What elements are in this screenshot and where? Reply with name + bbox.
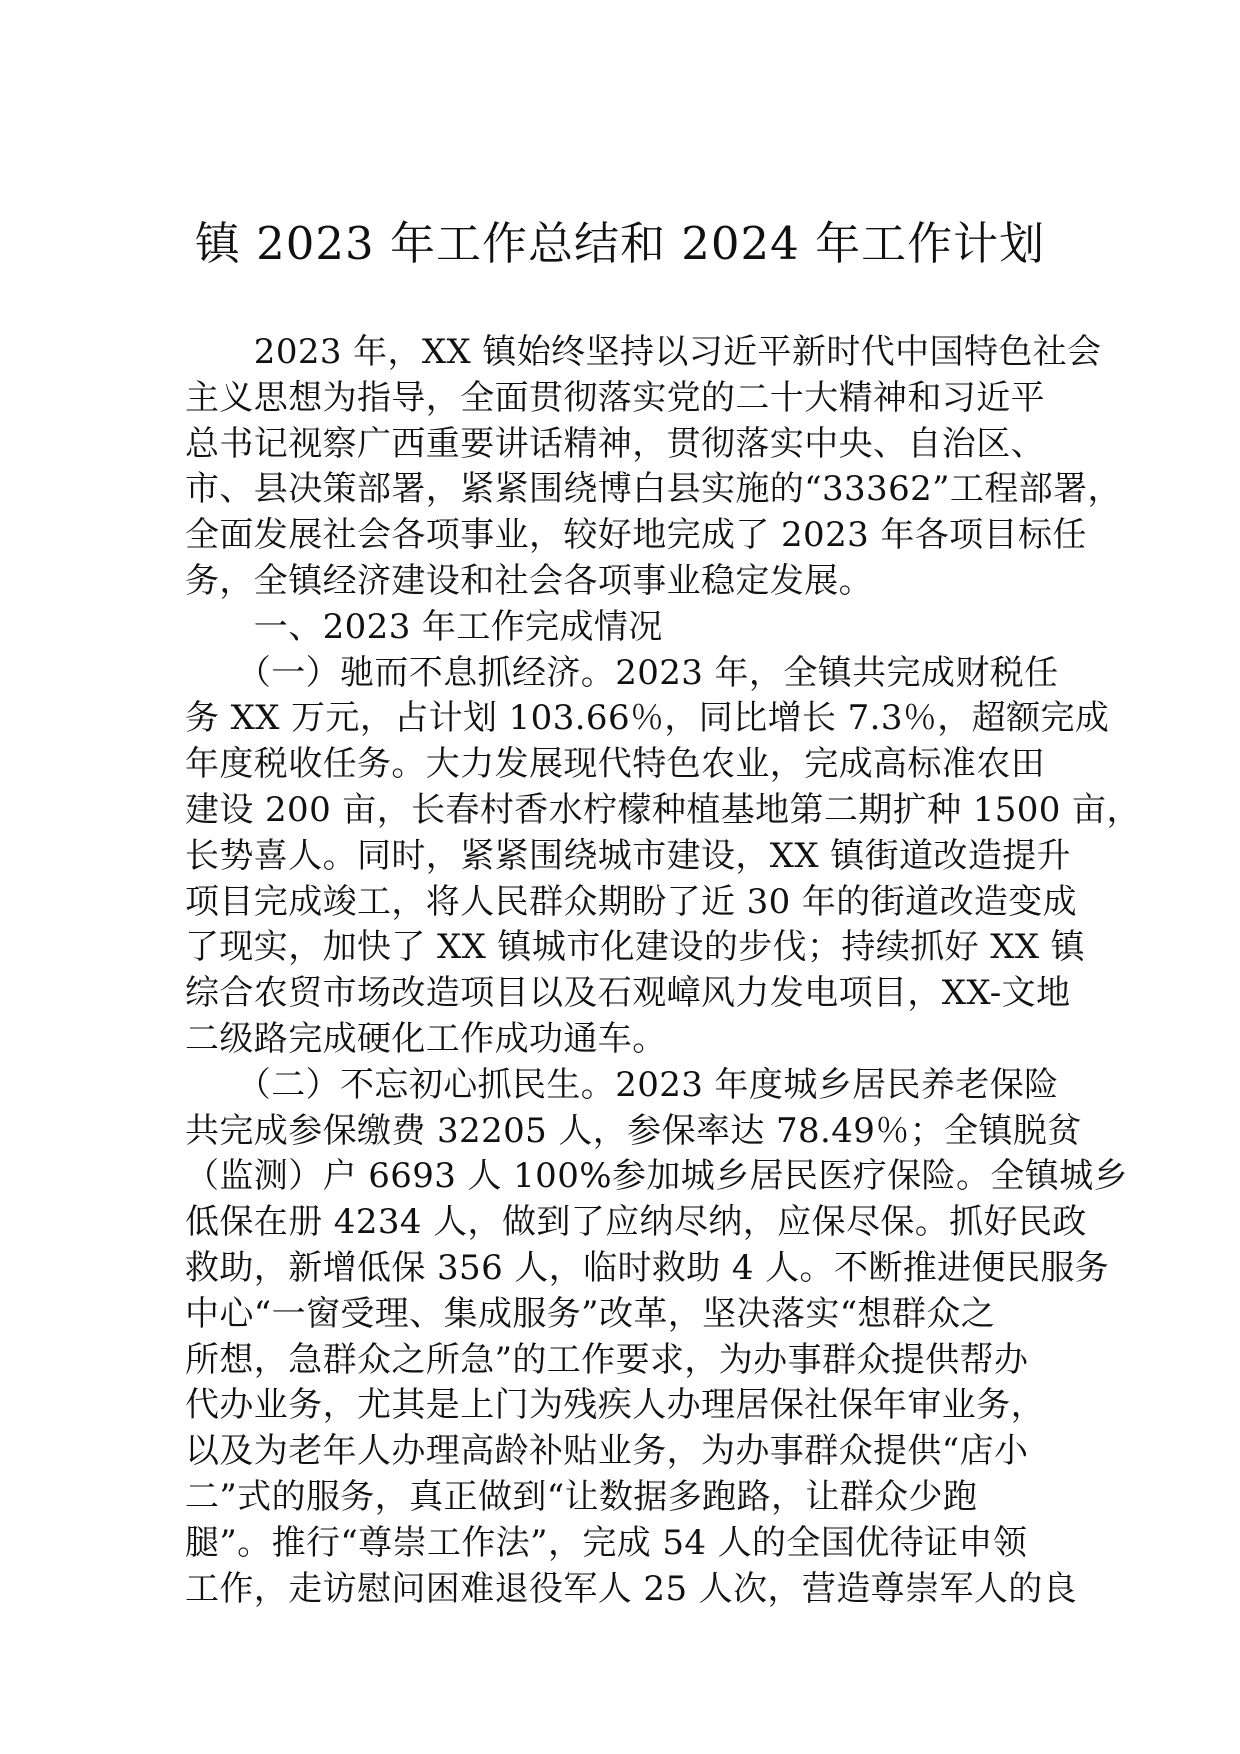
text-line: 务 XX 万元，占计划 103.66％，同比增长 7.3％，超额完成	[185, 698, 1110, 739]
text-line: （监测）户 6693 人 100%参加城乡居民医疗保险。全镇城乡	[185, 1156, 1128, 1197]
text-line: 主义思想为指导，全面贯彻落实党的二十大精神和习近平	[185, 377, 1045, 418]
text-line: 务，全镇经济建设和社会各项事业稳定发展。	[185, 560, 873, 601]
text-line: 工作，走访慰问困难退役军人 25 人次，营造尊崇军人的良	[185, 1568, 1078, 1609]
text-line: 腿”。推行“尊崇工作法”，完成 54 人的全国优待证申领	[185, 1522, 1028, 1563]
text-line: 二级路完成硬化工作成功通车。	[185, 1018, 667, 1059]
text-line: 代办业务，尤其是上门为残疾人办理居保社保年审业务，	[185, 1385, 1045, 1426]
text-line: 综合农贸市场改造项目以及石观嶂风力发电项目，XX-文地	[185, 973, 1071, 1014]
text-line: 市、县决策部署，紧紧围绕博白县实施的“33362”工程部署，	[185, 469, 1122, 510]
text-line: 总书记视察广西重要讲话精神，贯彻落实中央、自治区、	[185, 423, 1045, 464]
text-line: 建设 200 亩，长春村香水柠檬种植基地第二期扩种 1500 亩，	[185, 789, 1141, 830]
text-line: 年度税收任务。大力发展现代特色农业，完成高标准农田	[185, 744, 1045, 785]
text-line: 全面发展社会各项事业，较好地完成了 2023 年各项目标任	[185, 515, 1087, 556]
text-line: 以及为老年人办理高龄补贴业务，为办事群众提供“店小	[185, 1431, 1029, 1472]
text-line: 长势喜人。同时，紧紧围绕城市建设，XX 镇街道改造提升	[185, 835, 1072, 876]
text-line: 救助，新增低保 356 人，临时救助 4 人。不断推进便民服务	[185, 1247, 1110, 1288]
text-line: 2023 年，XX 镇始终坚持以习近平新时代中国特色社会	[185, 332, 1102, 372]
section-heading: 一、2023 年工作完成情况	[185, 606, 663, 647]
document-title: 镇 2023 年工作总结和 2024 年工作计划	[194, 217, 1046, 270]
text-line: 共完成参保缴费 32205 人，参保率达 78.49％；全镇脱贫	[185, 1110, 1082, 1151]
text-line: 了现实，加快了 XX 镇城市化建设的步伐；持续抓好 XX 镇	[185, 927, 1086, 968]
text-line: 项目完成竣工，将人民群众期盼了近 30 年的街道改造变成	[185, 881, 1078, 922]
text-line: 所想，急群众之所急”的工作要求，为办事群众提供帮办	[185, 1339, 1029, 1380]
text-line: 中心“一窗受理、集成服务”改革，坚决落实“想群众之	[185, 1293, 996, 1334]
text-line: （一）驰而不息抓经济。2023 年，全镇共完成财税任	[185, 652, 1059, 693]
text-line: （二）不忘初心抓民生。2023 年度城乡居民养老保险	[185, 1064, 1059, 1105]
text-line: 低保在册 4234 人，做到了应纳尽纳，应保尽保。抓好民政	[185, 1202, 1087, 1243]
document-body	[185, 330, 1141, 1612]
text-line: 二”式的服务，真正做到“让数据多跑路，让群众少跑	[185, 1476, 978, 1517]
